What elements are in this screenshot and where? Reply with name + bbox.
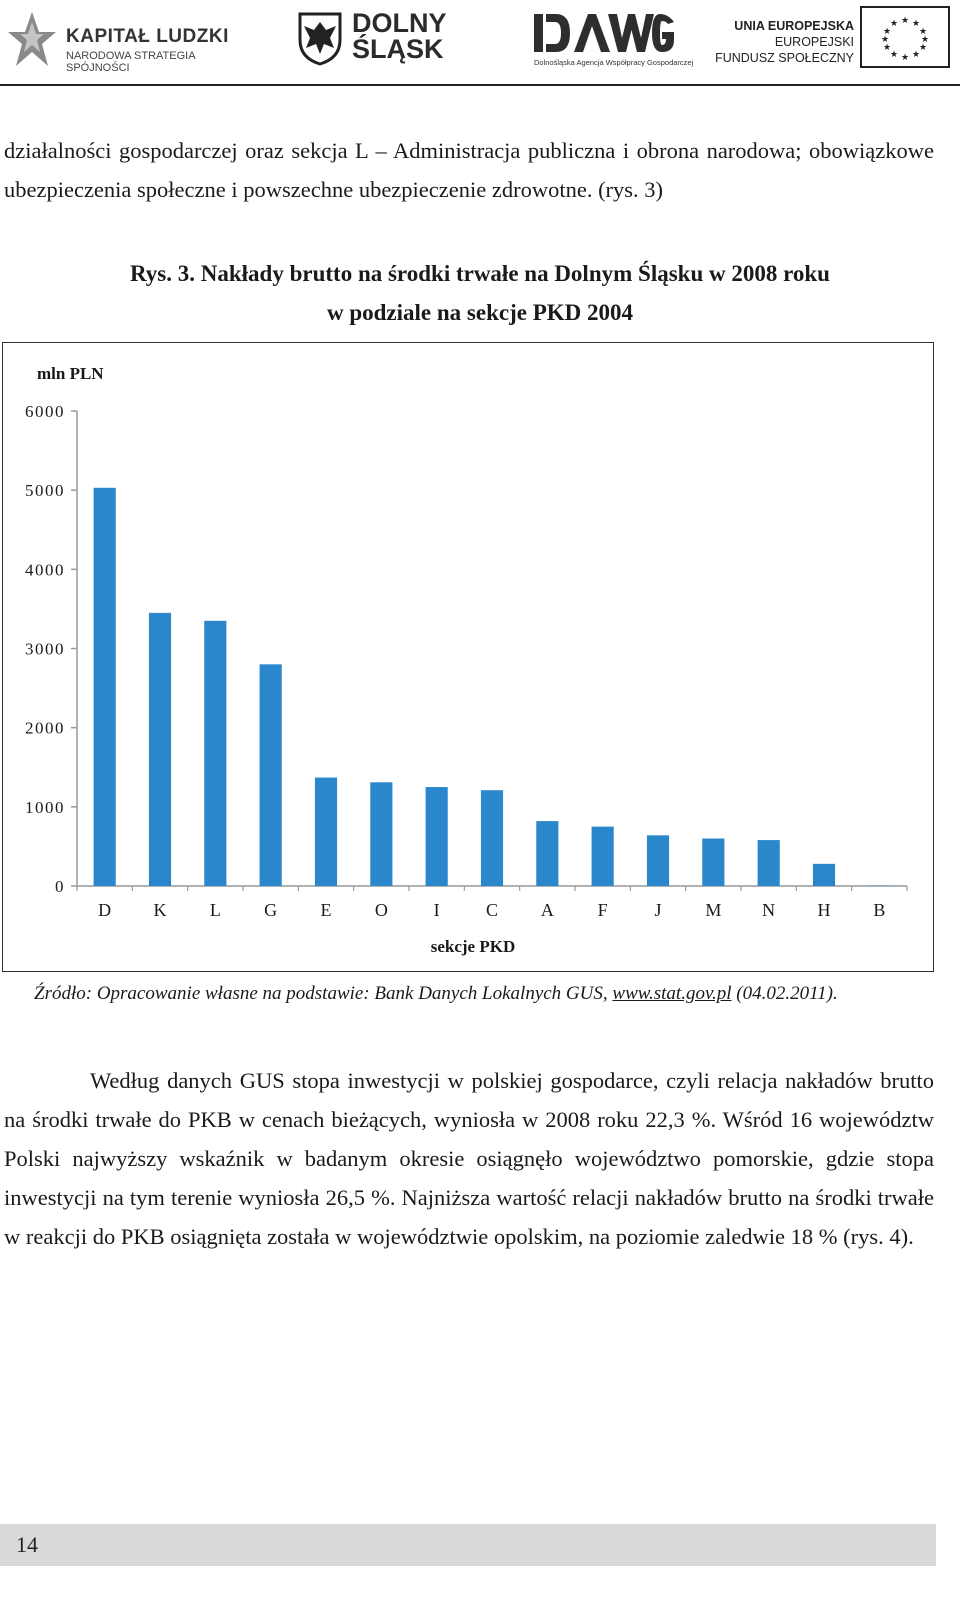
source-suffix: (04.02.2011). — [731, 983, 838, 1004]
x-tick-label: G — [264, 900, 278, 920]
x-tick-label: J — [654, 900, 662, 920]
y-tick-label: 2000 — [25, 718, 65, 738]
bar-G — [260, 664, 282, 886]
eu-text — [715, 18, 854, 66]
x-tick-label: B — [873, 900, 886, 920]
y-tick-label: 5000 — [25, 481, 65, 501]
x-tick-label: K — [153, 900, 167, 920]
kapital-ludzki-star-icon — [6, 10, 58, 72]
bar-I — [426, 787, 448, 886]
page-number: 14 — [16, 1532, 38, 1557]
page-footer — [0, 1524, 936, 1566]
bar-N — [758, 840, 780, 886]
y-tick-label: 4000 — [25, 560, 65, 580]
svg-text:★: ★ — [880, 35, 890, 45]
bar-A — [536, 821, 558, 886]
eu-flag-icon — [860, 6, 950, 68]
source-prefix: Źródło: Opracowanie własne na podstawie: Bank Danych Lokalnych GUS, — [34, 983, 613, 1004]
eagle-coat-of-arms-icon — [296, 10, 344, 66]
bar-F — [592, 827, 614, 886]
kapital-ludzki-logo — [6, 6, 246, 76]
intro-paragraph: działalności gospodarczej oraz sekcja L – Administracja publiczna i obrona narodowa; obowiązkowe ubezpieczenia społeczne i powszechne ubezpieczenie zdrowotne. (rys. 3) — [4, 138, 934, 202]
svg-text:★: ★ — [882, 43, 892, 53]
bar-D — [94, 488, 116, 886]
dawg-caption: Dolnośląska Agencja Współpracy Gospodarczej — [534, 58, 694, 67]
x-tick-label: A — [540, 900, 554, 920]
figure-caption-line2: w podziale na sekcje PKD 2004 — [326, 300, 633, 325]
x-tick-label: E — [320, 900, 332, 920]
figure-caption — [0, 254, 960, 332]
bar-K — [149, 613, 171, 886]
x-axis-title: sekcje PKD — [430, 937, 516, 956]
x-tick-label: D — [98, 900, 112, 920]
dolny-slask-line2: ŚLĄSK — [352, 34, 444, 64]
source-note — [34, 983, 838, 1005]
svg-text:★: ★ — [918, 27, 928, 37]
y-tick-label: 6000 — [25, 402, 65, 421]
svg-text:★: ★ — [900, 53, 910, 63]
svg-text:★: ★ — [911, 50, 921, 60]
bar-J — [647, 835, 669, 886]
x-tick-label: I — [433, 900, 440, 920]
x-tick-label: C — [485, 900, 499, 920]
eu-line2: EUROPEJSKI — [774, 35, 854, 49]
eu-line3: FUNDUSZ SPOŁECZNY — [715, 51, 854, 65]
dawg-logotype-icon — [534, 10, 676, 56]
y-axis-unit-label: mln PLN — [37, 364, 104, 383]
x-tick-label: O — [374, 900, 388, 920]
source-link[interactable]: www.stat.gov.pl — [612, 983, 732, 1004]
x-tick-label: F — [597, 900, 608, 920]
x-tick-label: L — [209, 900, 221, 920]
bar-O — [370, 782, 392, 886]
x-tick-label: N — [762, 900, 776, 920]
y-tick-label: 1000 — [25, 797, 65, 817]
dawg-logo — [534, 6, 694, 76]
y-tick-label: 0 — [55, 877, 65, 896]
x-tick-label: H — [817, 900, 831, 920]
svg-text:★: ★ — [918, 43, 928, 53]
kapital-ludzki-title: KAPITAŁ LUDZKI — [66, 26, 229, 47]
bar-H — [813, 864, 835, 886]
bar-C — [481, 790, 503, 886]
svg-text:★: ★ — [920, 35, 930, 45]
svg-text:★: ★ — [911, 19, 921, 29]
page-header — [0, 0, 960, 86]
bar-chart — [2, 342, 934, 972]
body-paragraph: Według danych GUS stopa inwestycji w polskiej gospodarce, czyli relacja nakładów brutto na środki trwałe do PKB w cenach bieżących, wyniosła w 2008 roku 22,3 %. Wśród 16 województw Polski najwyższy wskaźnik w badanym okresie osiągnęło województwo pomorskie, gdzie stopa inwestycji na tym terenie wyniosła 26,5 %. Najniższa wartość relacji nakładów brutto na środki trwałe w reakcji do PKB osiągnięta została w województwie opolskim, na poziomie zaledwie 18 % (rys. 4). — [4, 1068, 934, 1249]
eu-logo — [712, 6, 956, 76]
bar-E — [315, 778, 337, 886]
svg-text:★: ★ — [882, 27, 892, 37]
x-tick-label: M — [705, 900, 722, 920]
svg-text:★: ★ — [900, 16, 910, 26]
eu-line1: UNIA EUROPEJSKA — [734, 19, 854, 33]
bar-M — [702, 839, 724, 887]
y-tick-label: 3000 — [25, 639, 65, 659]
bar-L — [204, 621, 226, 886]
svg-text:★: ★ — [889, 50, 899, 60]
bar-chart-svg — [3, 343, 935, 973]
dolny-slask-logo — [296, 6, 476, 76]
figure-caption-line1: Rys. 3. Nakłady brutto na środki trwałe na Dolnym Śląsku w 2008 roku — [130, 261, 830, 286]
kapital-ludzki-subtitle: NARODOWA STRATEGIA SPÓJNOŚCI — [66, 50, 195, 74]
dolny-slask-line1: DOLNY — [352, 8, 447, 38]
svg-text:★: ★ — [889, 19, 899, 29]
